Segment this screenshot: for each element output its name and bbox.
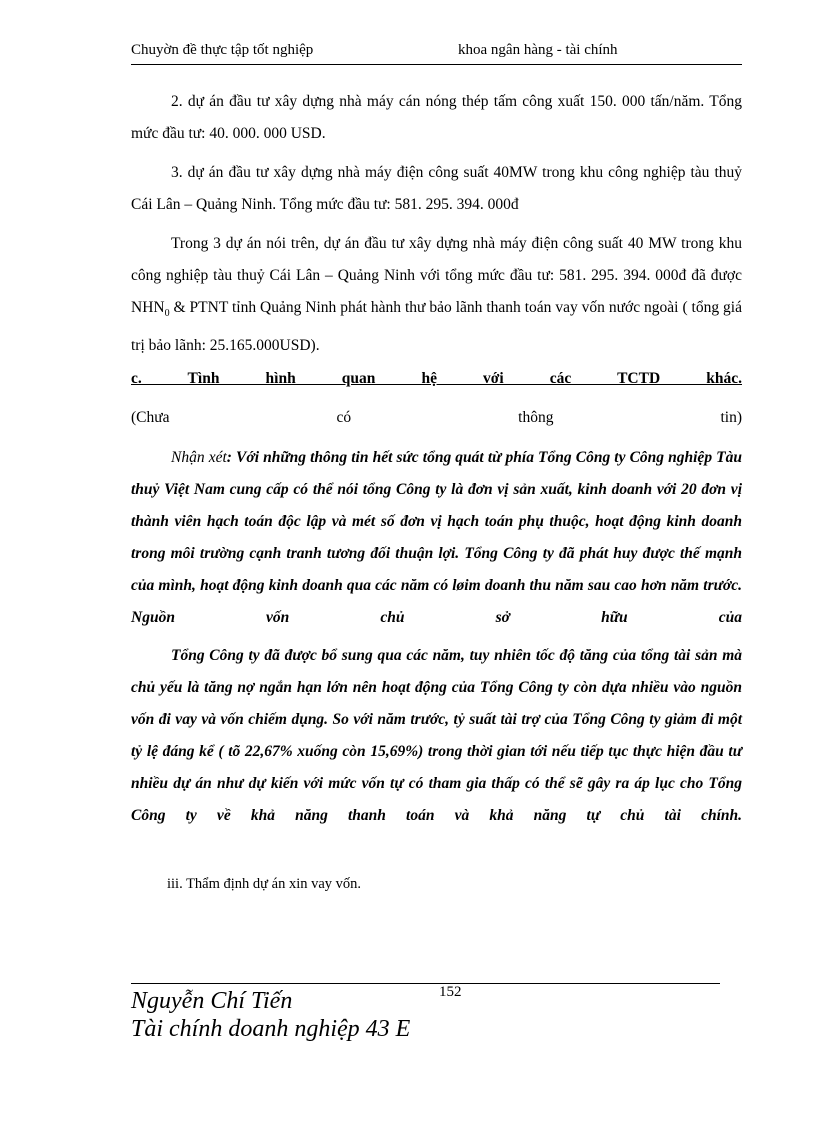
section-c-heading-text: c. Tình hình quan hệ với các TCTD khác. bbox=[131, 370, 742, 387]
page-header bbox=[131, 42, 742, 65]
section-iii-heading: iii. Thẩm định dự án xin vay vốn. bbox=[167, 876, 362, 892]
header-right-title: khoa ngân hàng - tài chính bbox=[458, 42, 618, 58]
header-left-title: Chuyờn đề thực tập tốt nghiệp bbox=[131, 42, 314, 58]
guarantee-text-after: & PTNT tỉnh Quảng Ninh phát hành thư bảo lãnh thanh toán vay vốn nước ngoài ( tổng giá trị bảo lãnh: 25.165.000USD). bbox=[131, 299, 742, 355]
section-c-heading bbox=[131, 363, 742, 395]
page-number: 152 bbox=[439, 984, 462, 1000]
footer-divider bbox=[131, 983, 720, 984]
author-name: Nguyễn Chí Tiến bbox=[131, 988, 293, 1014]
paragraph-project-2: 2. dự án đầu tư xây dựng nhà máy cán nóng thép tấm công xuất 150. 000 tấn/năm. Tổng mức đầu tư: 40. 000. 000 USD. bbox=[131, 93, 742, 142]
remark-continuation: Tổng Công ty đã được bổ sung qua các năm, tuy nhiên tốc độ tăng của tổng tài sản mà chủ yếu là tăng nợ ngắn hạn lớn nên hoạt động của Tổng Công ty còn dựa nhiều vào nguồn vốn đi vay và vốn chiếm dụng. So với năm trước, tỷ suất tài trợ của Tổng Công ty giảm đi một tỷ lệ đáng kể ( tõ 22,67% xuống còn 15,69%) trong thời gian tới nếu tiếp tục thực hiện đầu tư nhiều dự án như dự kiến với mức vốn tự có tham gia thấp có thể sẽ gây ra áp lục cho Tổng Công ty về khả năng thanh toán và khả năng tự chủ tài chính. bbox=[131, 647, 742, 824]
paragraph-project-3: 3. dự án đầu tư xây dựng nhà máy điện công suất 40MW trong khu công nghiệp tàu thuỷ Cái Lân – Quảng Ninh. Tổng mức đầu tư: 581. 295. 394. 000đ bbox=[131, 164, 742, 213]
author-class: Tài chính doanh nghiệp 43 E bbox=[131, 1016, 411, 1042]
remark-colon: : bbox=[226, 449, 232, 466]
guarantee-subscript: 0 bbox=[164, 308, 170, 320]
remark-body: Với những thông tin hết sức tổng quát từ phía Tổng Công ty Công nghiệp Tàu thuỷ Việt Nam cung cấp có thể nói tổng Công ty là đơn vị sản xuất, kinh doanh với 20 đơn vị thành viên hạch toán độc lập và mét số đơn vị hạch toán phụ thuộc, hoạt động kinh doanh trong môi trường cạnh tranh tương đối thuận lợi. Tổng Công ty đã phát huy được thế mạnh của mình, hoạt động kinh doanh qua các năm có løim doanh thu năm sau cao hơn năm trước. Nguồn vốn chủ sở hữu của bbox=[131, 449, 743, 626]
remark-paragraph bbox=[131, 442, 742, 634]
guarantee-text-before: Trong 3 dự án nói trên, dự án đầu tư xây dựng nhà máy điện công suất 40 MW trong khu công nghiệp tàu thuỷ Cái Lân – Quảng Ninh với tổng mức đầu tư: 581. 295. 394. 000đ đã được NHN bbox=[131, 235, 742, 316]
paragraph-guarantee bbox=[131, 228, 742, 362]
remark-label: Nhận xét bbox=[171, 449, 227, 466]
no-info-text: (Chưa có thông tin) bbox=[131, 409, 742, 426]
